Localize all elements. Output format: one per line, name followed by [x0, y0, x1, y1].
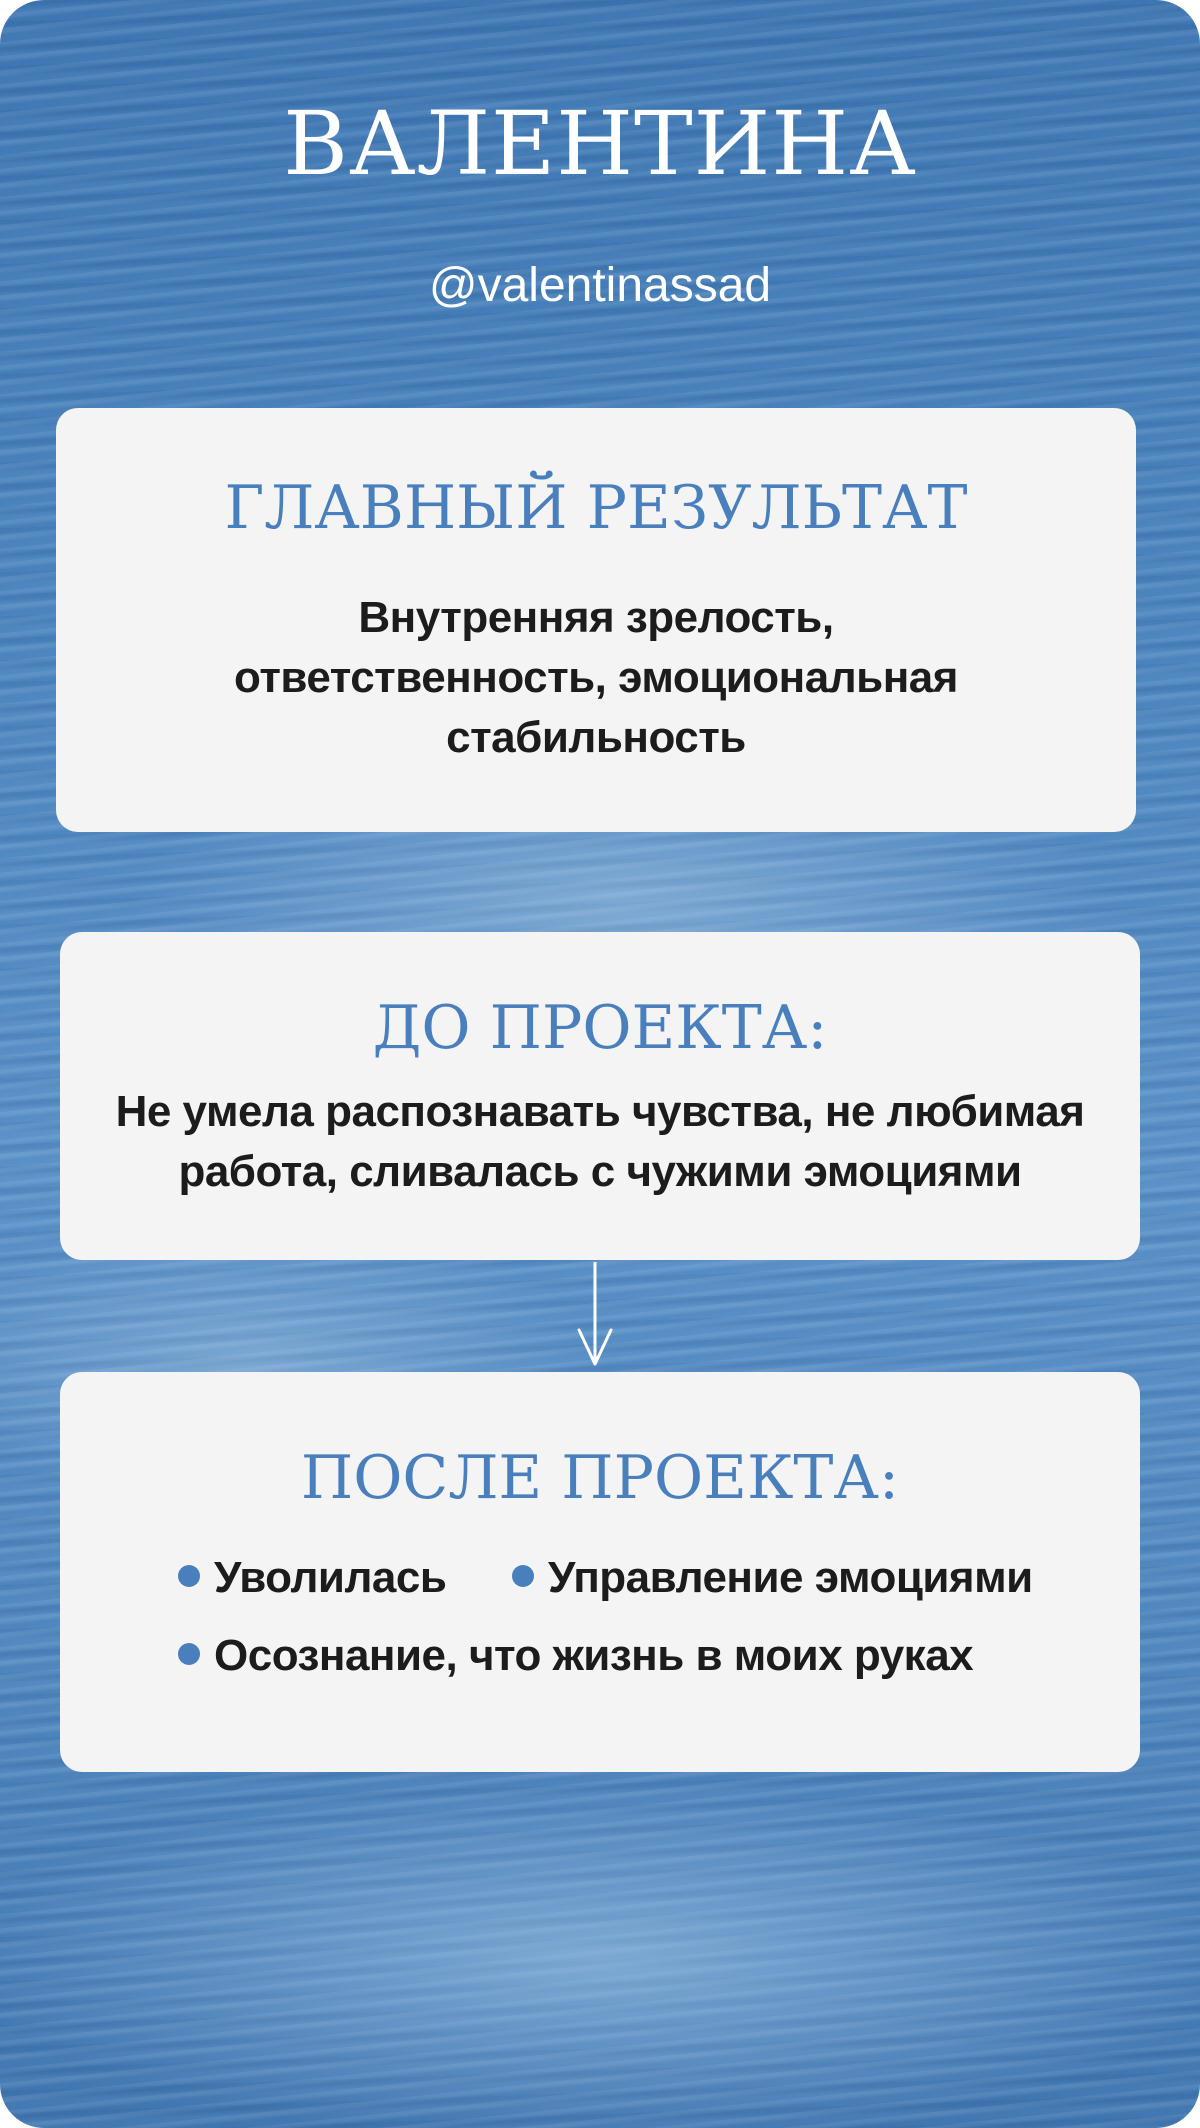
name-title: ВАЛЕНТИНА — [283, 92, 917, 195]
after-item-text: Уволилась — [214, 1553, 447, 1602]
main-result-line: Внутренняя зрелость, — [358, 593, 834, 642]
after-item-text: Осознание, что жизнь в моих руках — [214, 1631, 974, 1680]
arrow-down-icon — [575, 1262, 615, 1366]
main-result-text — [56, 588, 1136, 768]
after-item — [178, 1631, 974, 1680]
after-item — [512, 1553, 1033, 1602]
bullet-dot-icon — [178, 1643, 200, 1665]
after-project-title: ПОСЛЕ ПРОЕКТА: — [300, 1443, 900, 1513]
main-result-line: ответственность, эмоциональная — [234, 653, 958, 702]
before-project-line: Не умела распознавать чувства, не любимая — [115, 1087, 1085, 1136]
after-project-card — [60, 1372, 1140, 1772]
username-handle: @valentinassad — [428, 259, 772, 312]
main-result-card — [56, 408, 1136, 832]
before-project-title: ДО ПРОЕКТА: — [372, 993, 828, 1063]
after-item-text: Управление эмоциями — [548, 1553, 1033, 1602]
before-project-card — [60, 932, 1140, 1260]
before-project-text — [60, 1082, 1140, 1202]
before-project-line: работа, сливалась с чужими эмоциями — [178, 1147, 1022, 1196]
main-result-line: стабильность — [446, 713, 746, 762]
after-item — [178, 1553, 447, 1602]
bullet-dot-icon — [178, 1565, 200, 1587]
main-result-title: ГЛАВНЫЙ РЕЗУЛЬТАТ — [224, 473, 968, 543]
bullet-dot-icon — [512, 1565, 534, 1587]
